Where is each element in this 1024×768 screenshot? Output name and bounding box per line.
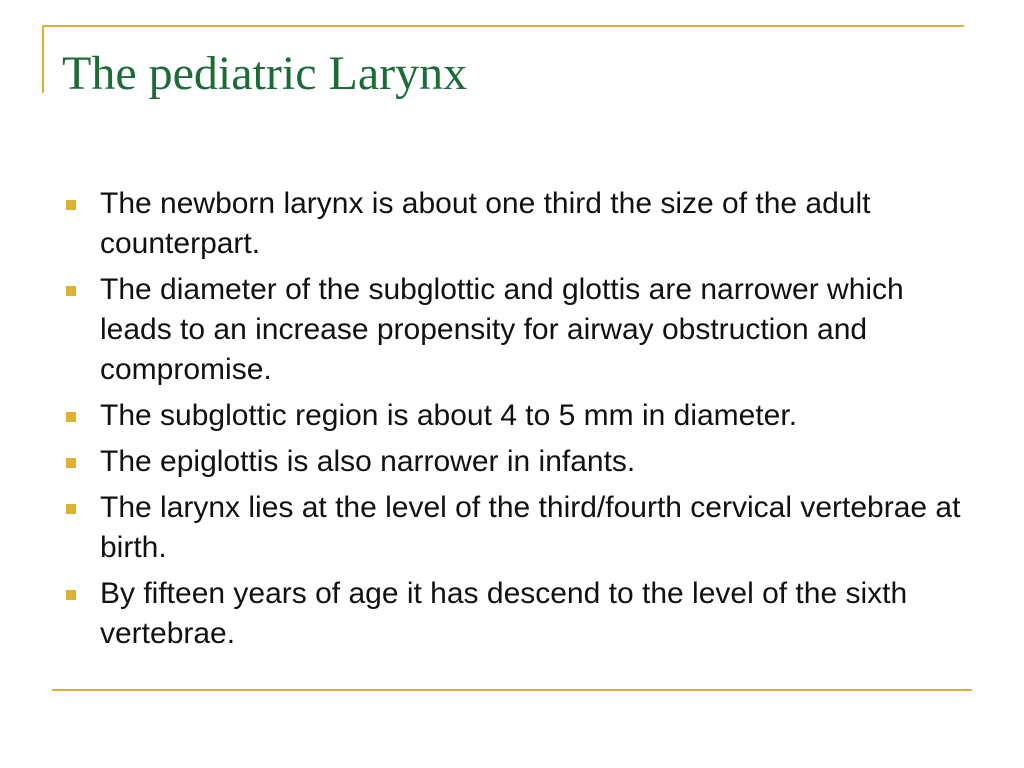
bullet-item	[64, 574, 974, 654]
top-border-line	[42, 25, 964, 27]
left-border-line	[42, 25, 44, 93]
bullet-text: The newborn larynx is about one third the size of the adult counterpart.	[100, 187, 871, 260]
bullet-text: By fifteen years of age it has descend to the level of the sixth vertebrae.	[100, 577, 908, 650]
square-bullet-icon	[66, 200, 76, 210]
square-bullet-icon	[66, 590, 76, 600]
bullet-item	[64, 184, 974, 264]
bullet-item	[64, 270, 974, 390]
bullet-text: The diameter of the subglottic and glottis are narrower which leads to an increase propensity for airway obstruction and compromise.	[100, 273, 904, 386]
square-bullet-icon	[66, 458, 76, 468]
bullet-item	[64, 488, 974, 568]
bullet-text: The subglottic region is about 4 to 5 mm in diameter.	[100, 399, 798, 432]
square-bullet-icon	[66, 412, 76, 422]
bullet-list	[64, 184, 974, 660]
square-bullet-icon	[66, 286, 76, 296]
bottom-border-line	[52, 689, 972, 691]
bullet-item	[64, 396, 974, 436]
bullet-text: The epiglottis is also narrower in infants.	[100, 445, 636, 478]
slide-title: The pediatric Larynx	[62, 47, 468, 100]
bullet-text: The larynx lies at the level of the third/fourth cervical vertebrae at birth.	[100, 491, 961, 564]
square-bullet-icon	[66, 504, 76, 514]
bullet-item	[64, 442, 974, 482]
